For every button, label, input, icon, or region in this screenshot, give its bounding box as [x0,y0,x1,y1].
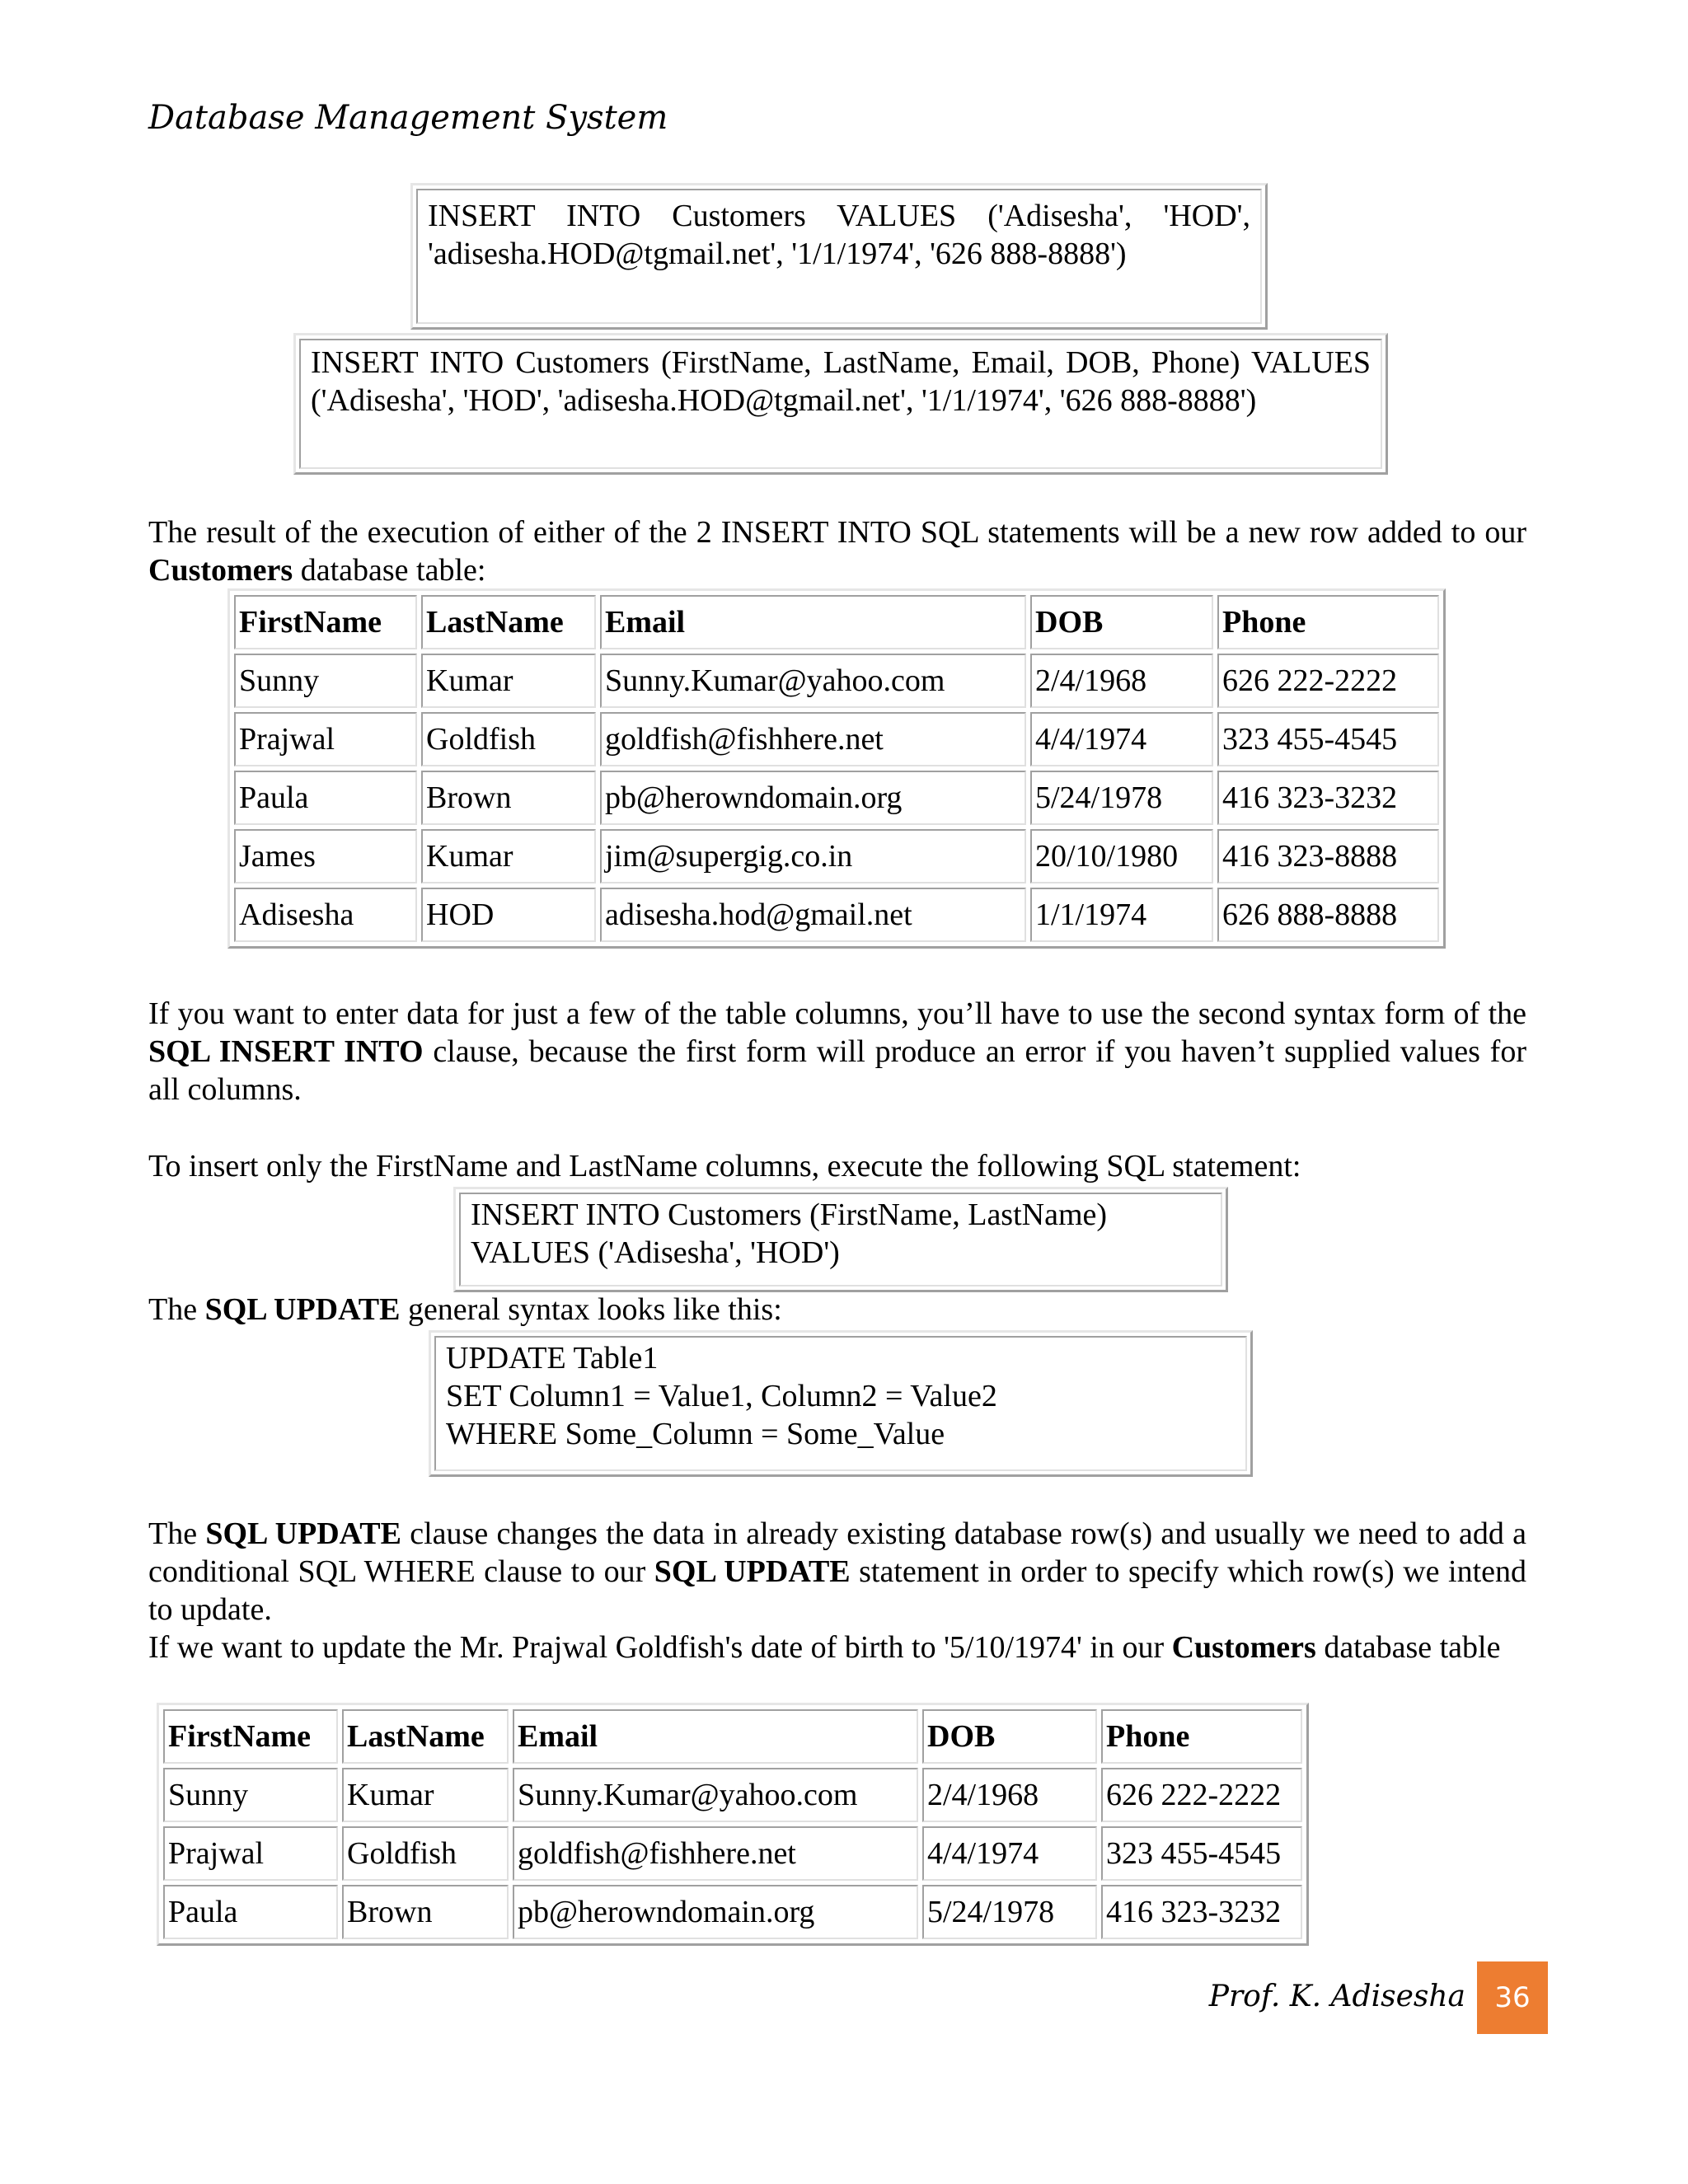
table-row [234,829,1439,883]
table-cell: Paula [234,771,417,825]
paragraph-few-columns: If you want to enter data for just a few of the table columns, you’ll have to use the second syntax form of the SQL INSERT INTO clause, because the first form will produce an error if you haven’t supplied values for all columns. [148,996,1526,1107]
table-cell: 626 888-8888 [1217,888,1439,942]
table-cell: 5/24/1978 [922,1885,1097,1939]
table-row [163,1768,1302,1822]
table-row [234,888,1439,942]
code-block-insert-partial [453,1187,1228,1292]
table-cell: Prajwal [163,1826,338,1881]
table-cell: Sunny.Kumar@yahoo.com [513,1768,918,1822]
table-cell: Kumar [421,829,596,883]
table-row [234,654,1439,708]
table-row [163,1885,1302,1939]
customers-table-before-update [157,1703,1309,1946]
column-header: DOB [922,1709,1097,1764]
code-line: VALUES ('Adisesha', 'HOD') [471,1235,840,1270]
table-cell: 626 222-2222 [1217,654,1439,708]
paragraph-update-clause: The SQL UPDATE clause changes the data in already existing database row(s) and usually we need to add a conditional SQL WHERE clause to our SQL UPDATE statement in order to specify which row(s) we intend to update. [148,1516,1527,1627]
column-header: LastName [421,595,596,649]
column-header: FirstName [163,1709,338,1764]
code-line: INSERT INTO Customers (FirstName, LastName) [471,1197,1108,1232]
table-cell: 2/4/1968 [1030,654,1213,708]
table-cell: 2/4/1968 [922,1768,1097,1822]
table-cell: Sunny.Kumar@yahoo.com [600,654,1026,708]
table-cell: Brown [342,1885,509,1939]
code-line: SET Column1 = Value1, Column2 = Value2 [446,1379,997,1413]
table-cell: 416 323-8888 [1217,829,1439,883]
table-cell: 20/10/1980 [1030,829,1213,883]
paragraph-update-syntax: The SQL UPDATE general syntax looks like this: [148,1292,782,1327]
table-cell: Brown [421,771,596,825]
table-cell: Kumar [342,1768,509,1822]
table-cell: pb@herowndomain.org [600,771,1026,825]
code-block-update-syntax [429,1330,1253,1477]
code-text: INSERT INTO Customers (FirstName, LastName, Email, DOB, Phone) VALUES ('Adisesha', 'HOD', 'adisesha.HOD@tgmail.net', '1/1/1974', '626 888-8888') [299,339,1382,469]
column-header: DOB [1030,595,1213,649]
table-cell: 323 455-4545 [1101,1826,1302,1881]
column-header: FirstName [234,595,417,649]
column-header: Phone [1217,595,1439,649]
customers-table-after-insert [227,588,1446,949]
table-cell: goldfish@fishhere.net [600,712,1026,766]
table-cell: Goldfish [342,1826,509,1881]
table-cell: Goldfish [421,712,596,766]
code-text [459,1193,1222,1286]
table-cell: 416 323-3232 [1217,771,1439,825]
table-cell: 5/24/1978 [1030,771,1213,825]
table-cell: Adisesha [234,888,417,942]
table-cell: 4/4/1974 [922,1826,1097,1881]
table-cell: Sunny [234,654,417,708]
code-block-insert-columns [293,333,1388,475]
paragraph-insert-only: To insert only the FirstName and LastName columns, execute the following SQL statement: [148,1149,1301,1183]
table-row [163,1826,1302,1881]
table-cell: Sunny [163,1768,338,1822]
table-header-row [234,595,1439,649]
table-cell: 626 222-2222 [1101,1768,1302,1822]
table-row [234,771,1439,825]
column-header: Phone [1101,1709,1302,1764]
table-row [234,712,1439,766]
code-block-insert-values [410,183,1268,330]
code-text: INSERT INTO Customers VALUES ('Adisesha', 'HOD', 'adisesha.HOD@tgmail.net', '1/1/1974', '626 888-8888') [416,189,1262,324]
paragraph-update-example: If we want to update the Mr. Prajwal Goldfish's date of birth to '5/10/1974' in our Customers database table [148,1630,1501,1665]
table-cell: 4/4/1974 [1030,712,1213,766]
table-cell: 323 455-4545 [1217,712,1439,766]
table-cell: HOD [421,888,596,942]
table-cell: Paula [163,1885,338,1939]
column-header: LastName [342,1709,509,1764]
paragraph-result: The result of the execution of either of the 2 INSERT INTO SQL statements will be a new row added to our Customers database table: [148,515,1526,588]
table-cell: Kumar [421,654,596,708]
table-header-row [163,1709,1302,1764]
code-line: WHERE Some_Column = Some_Value [446,1417,945,1451]
table-cell: adisesha.hod@gmail.net [600,888,1026,942]
table-cell: 1/1/1974 [1030,888,1213,942]
table-cell: James [234,829,417,883]
page-header-title: Database Management System [148,99,668,137]
footer-author: Prof. K. Adisesha [1208,1980,1465,2013]
page-number-badge: 36 [1477,1961,1548,2034]
table-cell: Prajwal [234,712,417,766]
table-cell: 416 323-3232 [1101,1885,1302,1939]
table-cell: jim@supergig.co.in [600,829,1026,883]
code-line: UPDATE Table1 [446,1341,659,1376]
column-header: Email [513,1709,918,1764]
table-cell: pb@herowndomain.org [513,1885,918,1939]
column-header: Email [600,595,1026,649]
table-cell: goldfish@fishhere.net [513,1826,918,1881]
code-text [434,1336,1247,1471]
